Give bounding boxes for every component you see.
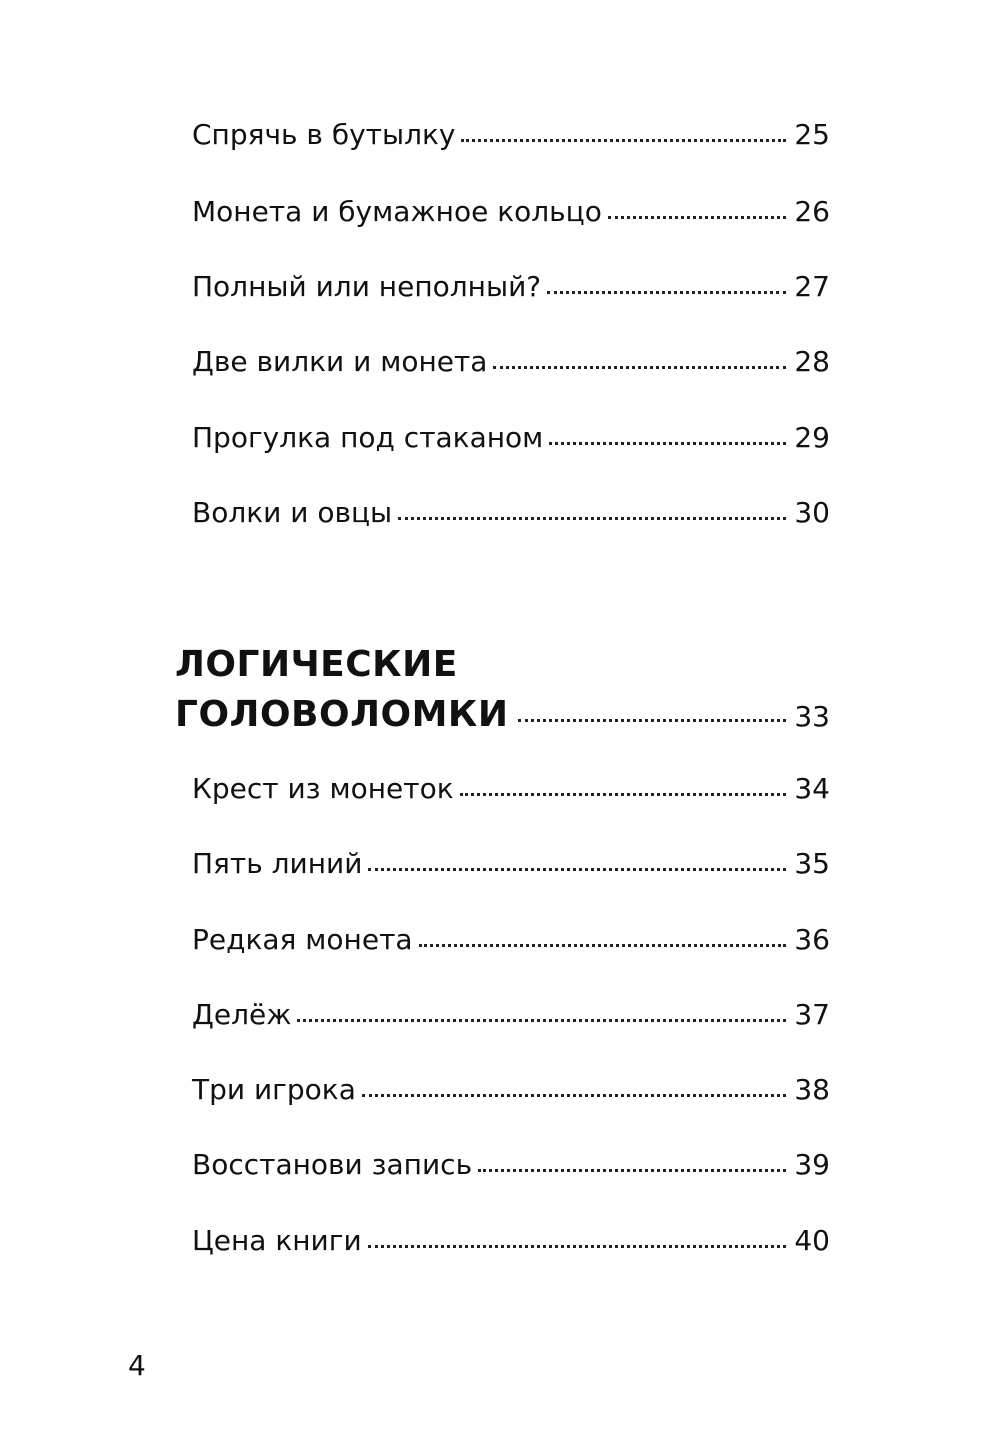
dot-leader — [398, 517, 786, 520]
toc-entry-title: Две вилки и монета — [192, 345, 488, 378]
toc-entry-page: 34 — [794, 772, 830, 805]
dot-leader — [419, 944, 787, 947]
toc-entry-title: Полный или неполный? — [192, 270, 542, 303]
dot-leader — [368, 868, 786, 871]
toc-entry[interactable] — [192, 1145, 830, 1185]
section-heading-line2: ГОЛОВОЛОМКИ — [175, 694, 509, 735]
toc-entry-title: Пять линий — [192, 847, 363, 880]
dot-leader — [362, 1094, 787, 1097]
toc-entry-title: Цена книги — [192, 1224, 362, 1257]
dot-leader — [460, 793, 787, 796]
page-number: 4 — [128, 1349, 146, 1382]
toc-entry-page: 40 — [794, 1224, 830, 1257]
toc-entry-page: 30 — [794, 496, 830, 529]
toc-entry[interactable] — [192, 844, 830, 884]
toc-entry[interactable] — [192, 769, 830, 809]
toc-entry[interactable] — [192, 1070, 830, 1110]
toc-entry-page: 38 — [794, 1073, 830, 1106]
toc-entry-page: 26 — [794, 195, 830, 228]
dot-leader — [478, 1169, 786, 1172]
dot-leader — [461, 139, 786, 142]
toc-entry[interactable] — [192, 192, 830, 232]
section-entry[interactable] — [175, 692, 830, 738]
toc-entry-page: 28 — [794, 345, 830, 378]
dot-leader — [518, 719, 786, 722]
toc-entry[interactable] — [192, 267, 830, 307]
toc-entry-title: Крест из монеток — [192, 772, 454, 805]
toc-entry-page: 35 — [794, 847, 830, 880]
section-page: 33 — [794, 700, 830, 733]
dot-leader — [297, 1019, 786, 1022]
dot-leader — [608, 216, 787, 219]
toc-entry[interactable] — [192, 342, 830, 382]
toc-entry-title: Монета и бумажное кольцо — [192, 195, 602, 228]
toc-entry[interactable] — [192, 995, 830, 1035]
toc-entry[interactable] — [192, 418, 830, 458]
toc-entry-title: Волки и овцы — [192, 496, 393, 529]
dot-leader — [549, 442, 786, 445]
toc-entry-page: 36 — [794, 923, 830, 956]
toc-entry-title: Спрячь в бутылку — [192, 118, 456, 151]
toc-entry-title: Делёж — [192, 998, 292, 1031]
dot-leader — [493, 366, 786, 369]
toc-entry[interactable] — [192, 493, 830, 533]
toc-entry-page: 25 — [794, 118, 830, 151]
toc-entry-page: 29 — [794, 421, 830, 454]
toc-entry-page: 39 — [794, 1148, 830, 1181]
toc-entry-title: Восстанови запись — [192, 1148, 473, 1181]
dot-leader — [547, 291, 786, 294]
toc-entry[interactable] — [192, 920, 830, 960]
toc-entry-title: Три игрока — [192, 1073, 356, 1106]
toc-entry-page: 37 — [794, 998, 830, 1031]
toc-entry-title: Прогулка под стаканом — [192, 421, 544, 454]
section-heading: ЛОГИЧЕСКИЕ — [175, 644, 458, 685]
toc-entry-title: Редкая монета — [192, 923, 413, 956]
toc-entry[interactable] — [192, 1221, 830, 1261]
dot-leader — [368, 1245, 787, 1248]
toc-entry[interactable] — [192, 115, 830, 155]
toc-entry-page: 27 — [794, 270, 830, 303]
